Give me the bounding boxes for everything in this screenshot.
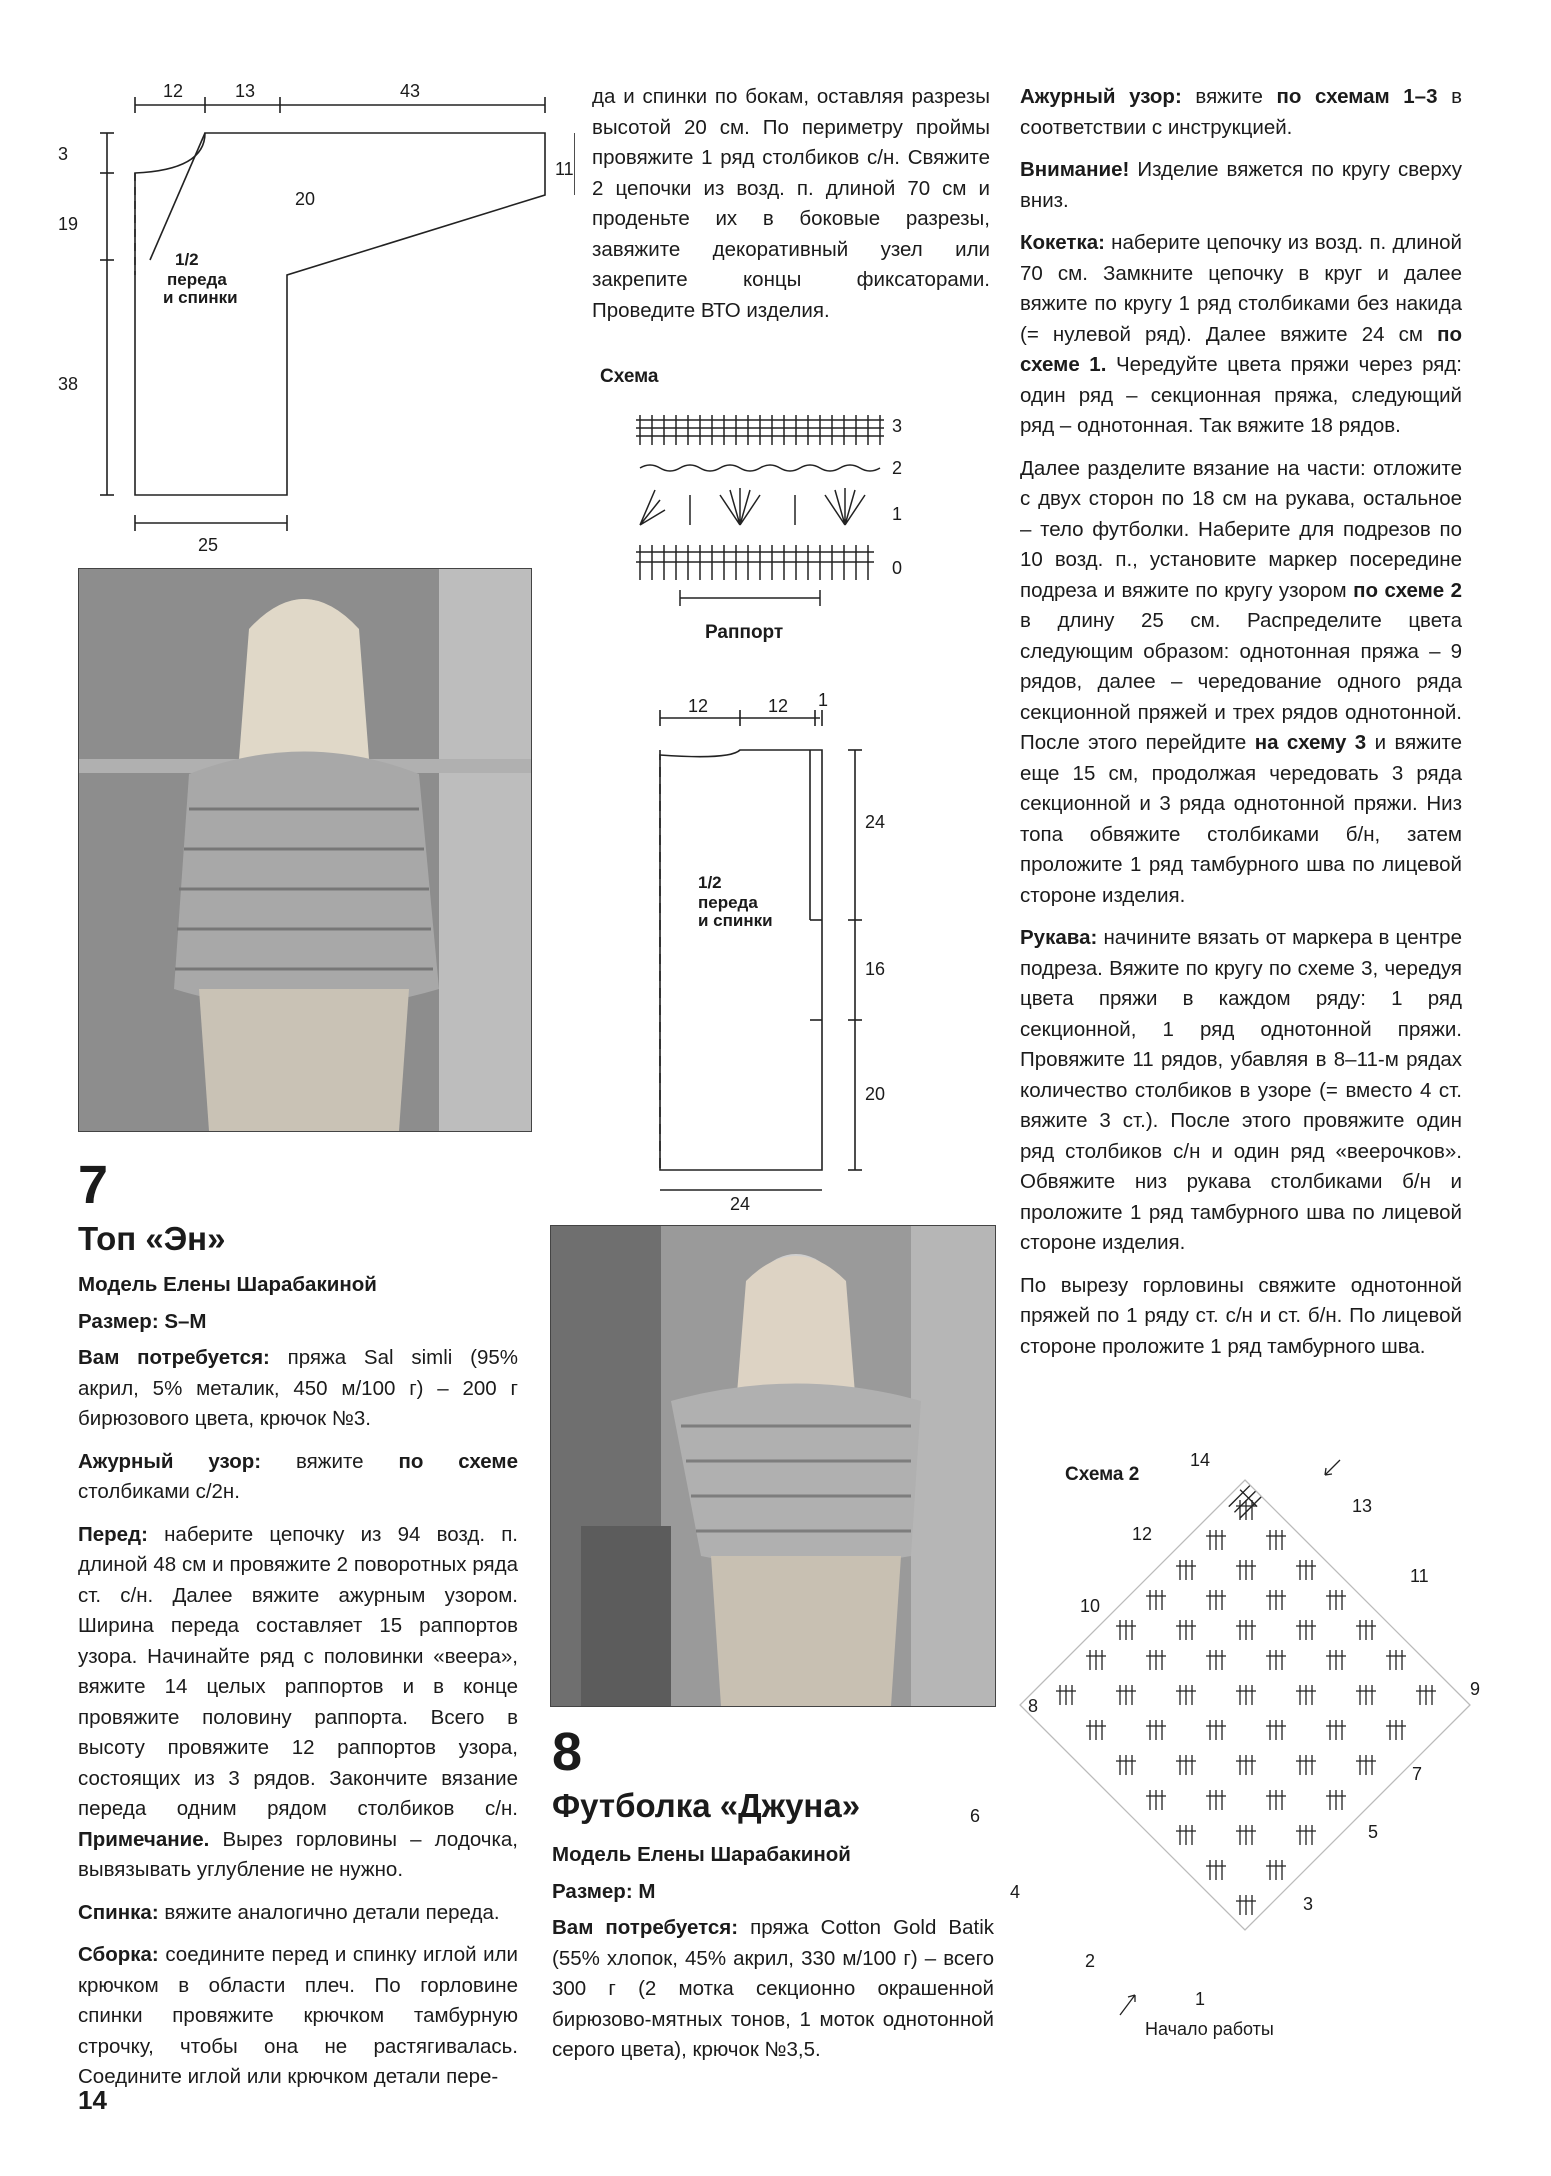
dim-top-43: 43 xyxy=(400,81,421,101)
label-line-1: 1/2 xyxy=(175,250,199,269)
dim-bottom-25: 25 xyxy=(198,535,219,555)
model-7-pattern: Ажурный узор: вяжите по схеме столбиками с/2н. xyxy=(78,1449,518,1503)
model-7-back: Спинка: вяжите аналогично детали переда. xyxy=(78,1900,500,1924)
model-8-title: Футболка «Джуна» xyxy=(552,1787,861,1824)
model-8-size: Размер: M xyxy=(552,1879,656,1903)
assembly-continued-text: да и спинки по бокам, оставляя разрезы высотой 20 см. По периметру проймы провяжите 1 ряд столбиков с/н. Свяжите 2 цепочки из возд. п. длиной 70 см и проденьте их в боковые разрезы, завяжите декоративный узел или закрепите концы фиксаторами. Проведите ВТО изделия. xyxy=(592,85,990,322)
model-8-number: 8 xyxy=(552,1722,583,1782)
dim-left-38: 38 xyxy=(58,374,79,394)
model-7-number: 7 xyxy=(78,1155,109,1215)
pattern-8-schematic xyxy=(650,690,910,1210)
s2-row-11: 11 xyxy=(1410,1566,1429,1586)
schema-row-0: 0 xyxy=(892,558,903,578)
model-7-author: Модель Елены Шарабакиной xyxy=(78,1273,377,1296)
stitch-schema xyxy=(600,360,930,650)
s2-row-14: 14 xyxy=(1190,1450,1211,1470)
c3-pattern: Ажурный узор: вяжите по схемам 1–3 в соответствии с инструкцией. xyxy=(1020,85,1462,139)
dim-right-20: 20 xyxy=(865,1084,886,1104)
pattern-7-schematic xyxy=(55,75,575,555)
model-8-body xyxy=(552,1840,994,2078)
photo-model-7 xyxy=(78,568,532,1132)
model-8-header xyxy=(552,1722,992,1828)
label8-line-3: и спинки xyxy=(698,911,773,930)
c3-body: Далее разделите вязание на части: отложите с двух сторон по 18 см на рукава, остальное – тело футболки. Наберите для подрезов по 10 возд. п., установите маркер посередине подреза и вяжите по кругу узором по схеме 2 в длину 25 см. Распределите цвета следующим образом: однотонная пряжа – 9 рядов, далее – чередование одного ряда секционной пряжей и трех рядов однотонной. После этого перейдите на схему 3 и вяжите еще 15 см, продолжая чередовать 3 ряда секционной и 3 ряда однотонной пряжи. Низ топа обвяжите столбиками б/н, затем проложите 1 ряд тамбурного шва по лицевой стороне изделия. xyxy=(1020,456,1462,907)
model-7-header xyxy=(78,1155,518,1261)
schema-row-1: 1 xyxy=(892,504,903,524)
model-7-body xyxy=(78,1270,518,2105)
s2-row-5: 5 xyxy=(1368,1822,1379,1842)
schema-rapport: Раппорт xyxy=(705,622,784,643)
model-7-size: Размер: S–M xyxy=(78,1309,207,1333)
c3-yoke: Кокетка: наберите цепочку из возд. п. длиной 70 см. Замкните цепочку в круг и далее вяжите по кругу 1 ряд столбиками без накида (= нулевой ряд). Далее вяжите 24 см по схеме 1. Чередуйте цвета пряжи через ряд: один ряд – секционная пряжа, следующий ряд – однотонная. Так вяжите 18 рядов. xyxy=(1020,231,1463,437)
page-number: 14 xyxy=(78,2085,107,2115)
dim-right-11: 11 xyxy=(555,159,574,179)
s2-row-9: 9 xyxy=(1470,1679,1481,1699)
model-8-author: Модель Елены Шарабакиной xyxy=(552,1843,851,1866)
s2-row-8: 8 xyxy=(1028,1696,1039,1716)
schema-row-3: 3 xyxy=(892,416,903,436)
photo-model-8 xyxy=(550,1225,996,1707)
stitch-schema-2 xyxy=(940,1440,1500,2060)
s2-row-6: 6 xyxy=(970,1806,981,1826)
s2-row-3: 3 xyxy=(1303,1894,1314,1914)
label-line-2: переда xyxy=(167,270,227,289)
model-8-instructions xyxy=(1020,82,1462,1374)
dim-right-24: 24 xyxy=(865,812,886,832)
dim-left-19: 19 xyxy=(58,214,79,234)
s2-row-1: 1 xyxy=(1195,1989,1206,2009)
label-line-3: и спинки xyxy=(163,288,238,307)
dim-top-12: 12 xyxy=(163,81,184,101)
dim-top-12b: 12 xyxy=(768,696,789,716)
c3-sleeves: Рукава: начините вязать от маркера в центре подреза. Вяжите по кругу по схеме 3, чередуя цвета пряжи в каждом ряду: 1 ряд секционной, 1 ряд однотонной пряжи. Провяжите 11 рядов, убавляя в 8–11-м рядах количество столбиков в узоре (= вместо 4 ст. вяжите 3 ст.). После этого провяжите один ряд столбиков с/н и один ряд «веерочков». Обвяжите низ рукава столбиками б/н и проложите 1 ряд тамбурного шва по лицевой стороне изделия. xyxy=(1020,926,1462,1254)
c3-neckline: По вырезу горловины свяжите однотонной пряжей по 1 ряду ст. с/н и ст. б/н. По лицевой стороне проложите 1 ряд тамбурного шва. xyxy=(1020,1273,1462,1358)
model-7-materials: Вам потребуется: пряжа Sal simli (95% акрил, 5% металик, 450 м/100 г) – 200 г бирюзового цвета, крючок №3. xyxy=(78,1346,518,1430)
dim-inner-20: 20 xyxy=(295,189,316,209)
dim-right-16: 16 xyxy=(865,959,886,979)
c3-attention: Внимание! Изделие вяжется по кругу сверху вниз. xyxy=(1020,158,1462,212)
dim-top-13: 13 xyxy=(235,81,256,101)
s2-row-13: 13 xyxy=(1352,1496,1373,1516)
s2-row-7: 7 xyxy=(1412,1764,1423,1784)
s2-row-12: 12 xyxy=(1132,1524,1153,1544)
dim-bottom-24: 24 xyxy=(730,1194,751,1210)
dim-top-12a: 12 xyxy=(688,696,709,716)
schema-row-2: 2 xyxy=(892,458,903,478)
dim-top-1: 1 xyxy=(818,690,829,710)
label8-line-2: переда xyxy=(698,893,758,912)
label8-line-1: 1/2 xyxy=(698,873,722,892)
model-8-materials: Вам потребуется: пряжа Cotton Gold Batik (55% хлопок, 45% акрил, 330 м/100 г) – всего 300 г (2 мотка секционно окрашенной бирюзово-мятных тонов, 1 моток однотонной серого цвета), крючок №3,5. xyxy=(552,1916,994,2061)
s2-start-label: Начало работы xyxy=(1145,2019,1274,2039)
schema2-title: Схема 2 xyxy=(1065,1464,1140,1485)
model-7-front: Перед: наберите цепочку из 94 возд. п. длиной 48 см и провяжите 2 поворотных ряда ст. с/н. Далее вяжите ажурным узором. Ширина переда составляет 15 раппортов узора. Начинайте ряд с половинки «веера», вяжите 14 целых раппортов и в конце провяжите половину раппорта. Всего в высоту провяжите 12 раппортов узора, состоящих из 3 рядов. Закончите вязание переда одним рядом столбиков с/н. Примечание. Вырез горловины – лодочка, вывязывать углубление не нужно. xyxy=(78,1522,518,1881)
assembly-continued xyxy=(592,82,990,338)
model-7-title: Топ «Эн» xyxy=(78,1220,226,1257)
dim-left-3: 3 xyxy=(58,144,69,164)
s2-row-4: 4 xyxy=(1010,1882,1021,1902)
s2-row-2: 2 xyxy=(1085,1951,1096,1971)
model-7-assembly: Сборка: соедините перед и спинку иглой или крючком в области плеч. По горловине спинки провяжите крючком тамбурную строчку, чтобы она не растягивалась. Соедините иглой или крючком детали пере- xyxy=(78,1943,518,2088)
s2-row-10: 10 xyxy=(1080,1596,1101,1616)
schema-title: Схема xyxy=(600,366,659,387)
